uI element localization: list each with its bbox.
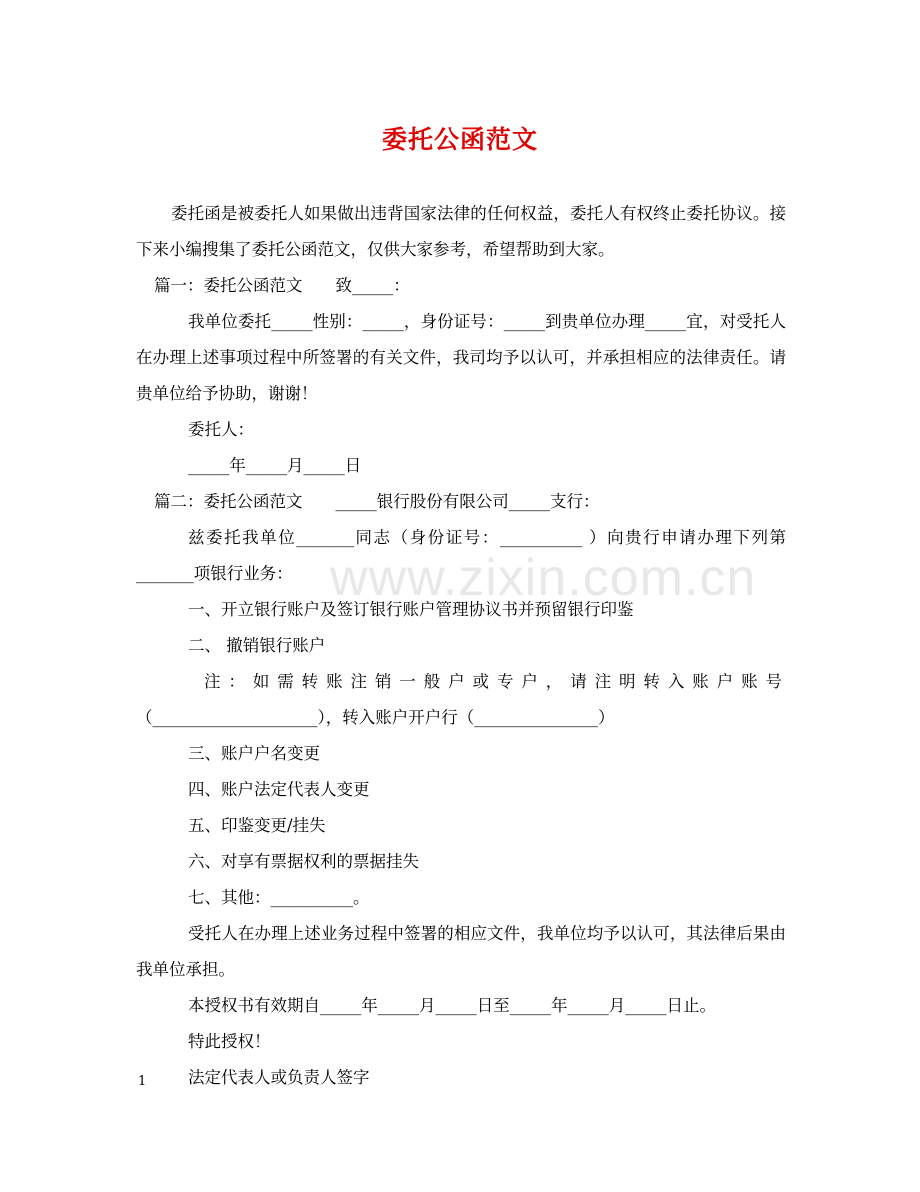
list-item-5: 五、印鉴变更/挂失: [188, 816, 326, 835]
list-item-2: 二、 撤销银行账户: [188, 636, 326, 655]
validity-period: 本授权书有效期自_____年_____月_____日至_____年_____月_____日止。: [188, 996, 716, 1015]
list-item-6: 六、对享有票据权利的票据挂失: [188, 852, 419, 871]
list-item-3: 三、账户户名变更: [188, 744, 320, 763]
section-heading-two: 篇二：委托公函范文 _____银行股份有限公司_____支行：: [154, 492, 600, 511]
signature-line: 法定代表人或负责人签字: [188, 1068, 370, 1087]
list-item-1: 一、开立银行账户及签订银行账户管理协议书并预留银行印鉴: [188, 600, 634, 619]
document-body: [136, 196, 786, 1096]
consequence-paragraph: 受托人在办理上述业务过程中签署的相应文件，我单位均予以认可，其法律后果由我单位承担。: [136, 924, 786, 979]
letter-one-signer: 委托人：: [188, 420, 254, 439]
note-account-line: （____________________），转入账户开户行（_______________）: [136, 708, 615, 727]
intro-paragraph: 委托函是被委托人如果做出违背国家法律的任何权益，委托人有权终止委托协议。接下来小编搜集了委托公函范文，仅供大家参考，希望帮助到大家。: [136, 204, 786, 259]
list-item-4: 四、账户法定代表人变更: [188, 780, 370, 799]
letter-two-intro: 兹委托我单位_______同志（身份证号：__________ ）向贵行申请办理下列第_______项银行业务：: [136, 528, 786, 583]
watermark: www.zixin.com.cn: [330, 549, 757, 607]
page-number: 1: [138, 1074, 147, 1089]
document-title: 委托公函范文: [381, 125, 538, 154]
note-line: 注：如需转账注销一般户或专户，请注明转入账户账号: [204, 672, 786, 691]
letter-one-body: 我单位委托_____性别：_____，身份证号：_____到贵单位办理_____宜，对受托人在办理上述事项过程中所签署的有关文件，我司均予以认可，并承担相应的法律责任。请贵单位给予协助，谢谢！: [136, 312, 786, 403]
letter-one-date: _____年_____月_____日: [188, 456, 362, 475]
authorization-statement: 特此授权！: [188, 1032, 271, 1051]
list-item-7: 七、其他：__________。: [188, 888, 370, 907]
section-heading-one: 篇一：委托公函范文 致_____：: [154, 276, 410, 295]
